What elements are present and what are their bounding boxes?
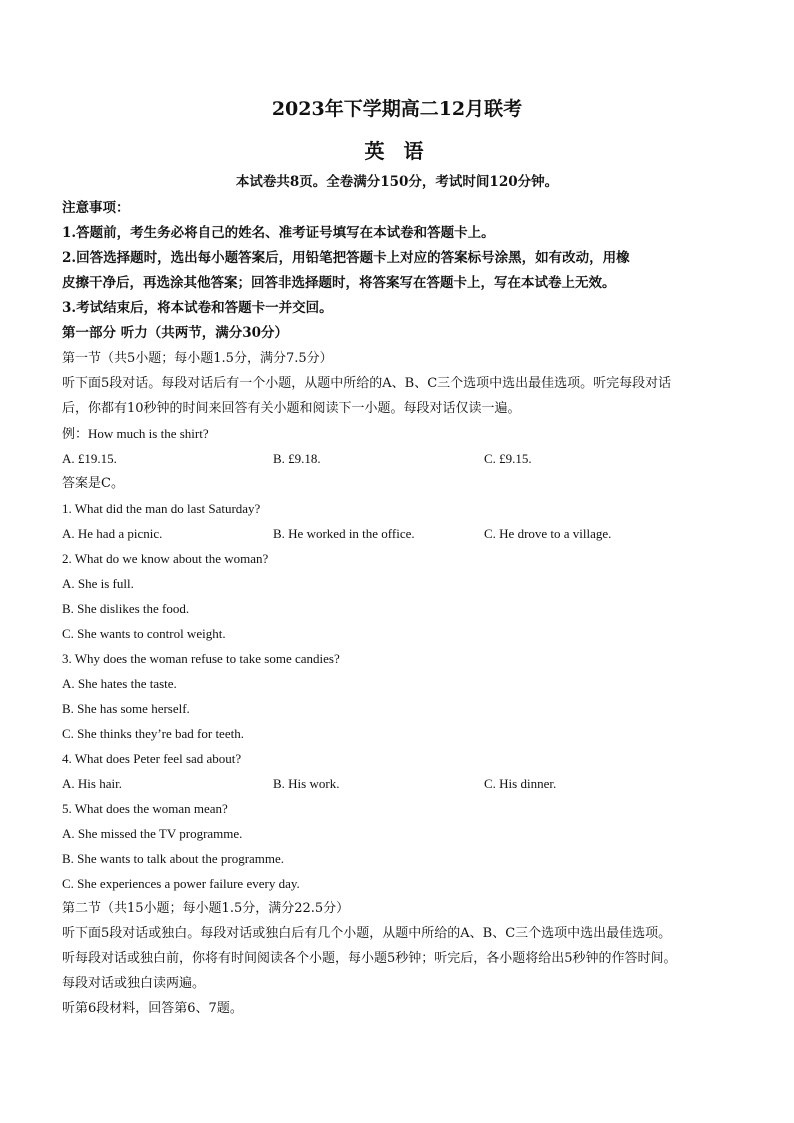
example-options (62, 446, 774, 471)
notice-item-1: 1.答题前，考生务必将自己的姓名、准考证号填写在本试卷和答题卡上。 (62, 225, 495, 241)
notice-item-2-line-1: 2.回答选择题时，选出每小题答案后，用铅笔把答题卡上对应的答案标号涂黑，如有改动，用橡 (62, 250, 630, 266)
exam-title: 2023年下学期高二12月联考 (271, 98, 523, 120)
section1-instruction-line-1: 听下面5段对话。每段对话后有一个小题，从题中所给的A、B、C三个选项中选出最佳选项。听完每段对话 (62, 376, 672, 391)
question-3-option-a: A. She hates the taste. (62, 676, 177, 691)
section1-instruction-line-2: 后，你都有10秒钟的时间来回答有关小题和阅读下一小题。每段对话仅读一遍。 (62, 401, 521, 416)
notice-item-3: 3.考试结束后，将本试卷和答题卡一并交回。 (62, 300, 333, 316)
question-1: 1. What did the man do last Saturday? (62, 501, 261, 516)
question-2-option-b: B. She dislikes the food. (62, 601, 190, 616)
section2-heading: 第二节（共15小题；每小题1.5分，满分22.5分） (62, 901, 350, 916)
notice-item-2-line-2: 皮擦干净后，再选涂其他答案；回答非选择题时，将答案写在答题卡上，写在本试卷上无效。 (62, 275, 616, 291)
question-1-option-a: A. He had a picnic. (62, 526, 163, 541)
question-1-option-c: C. He drove to a village. (484, 526, 612, 541)
question-4-option-b: B. His work. (273, 776, 340, 791)
question-4-option-c: C. His dinner. (484, 776, 557, 791)
question-2-option-c: C. She wants to control weight. (62, 626, 226, 641)
exam-body (62, 196, 774, 1021)
example-question: 例：How much is the shirt? (62, 426, 209, 441)
question-2-option-a: A. She is full. (62, 576, 134, 591)
question-5-option-b: B. She wants to talk about the programme. (62, 851, 285, 866)
question-4-option-a: A. His hair. (62, 776, 122, 791)
question-1-options (62, 521, 774, 546)
question-4: 4. What does Peter feel sad about? (62, 751, 242, 766)
question-3: 3. Why does the woman refuse to take some candies? (62, 651, 340, 666)
question-4-options (62, 771, 774, 796)
section2-material-6: 听第6段材料，回答第6、7题。 (62, 1001, 243, 1016)
example-option-a: A. £19.15. (62, 451, 117, 466)
exam-info: 本试卷共8页。全卷满分150分，考试时间120分钟。 (235, 174, 559, 190)
example-answer: 答案是C。 (62, 476, 124, 491)
example-option-b: B. £9.18. (273, 451, 321, 466)
question-5-option-a: A. She missed the TV programme. (62, 826, 243, 841)
example-option-c: C. £9.15. (484, 451, 532, 466)
section2-instruction-line-1: 听下面5段对话或独白。每段对话或独白后有几个小题，从题中所给的A、B、C三个选项中选出最佳选项。 (62, 926, 672, 941)
question-5: 5. What does the woman mean? (62, 801, 228, 816)
question-3-option-b: B. She has some herself. (62, 701, 190, 716)
section2-instruction-line-2: 听每段对话或独白前，你将有时间阅读各个小题，每小题5秒钟；听完后，各小题将给出5秒钟的作答时间。 (62, 951, 677, 966)
notice-heading: 注意事项： (62, 200, 130, 216)
subject-title: 英 语 (364, 139, 430, 163)
question-1-option-b: B. He worked in the office. (273, 526, 415, 541)
section1-heading: 第一节（共5小题；每小题1.5分，满分7.5分） (62, 351, 333, 366)
part1-heading: 第一部分 听力（共两节，满分30分） (62, 325, 288, 341)
question-3-option-c: C. She thinks they’re bad for teeth. (62, 726, 244, 741)
question-2: 2. What do we know about the woman? (62, 551, 269, 566)
section2-instruction-line-3: 每段对话或独白读两遍。 (62, 976, 206, 991)
question-5-option-c: C. She experiences a power failure every day. (62, 876, 300, 891)
